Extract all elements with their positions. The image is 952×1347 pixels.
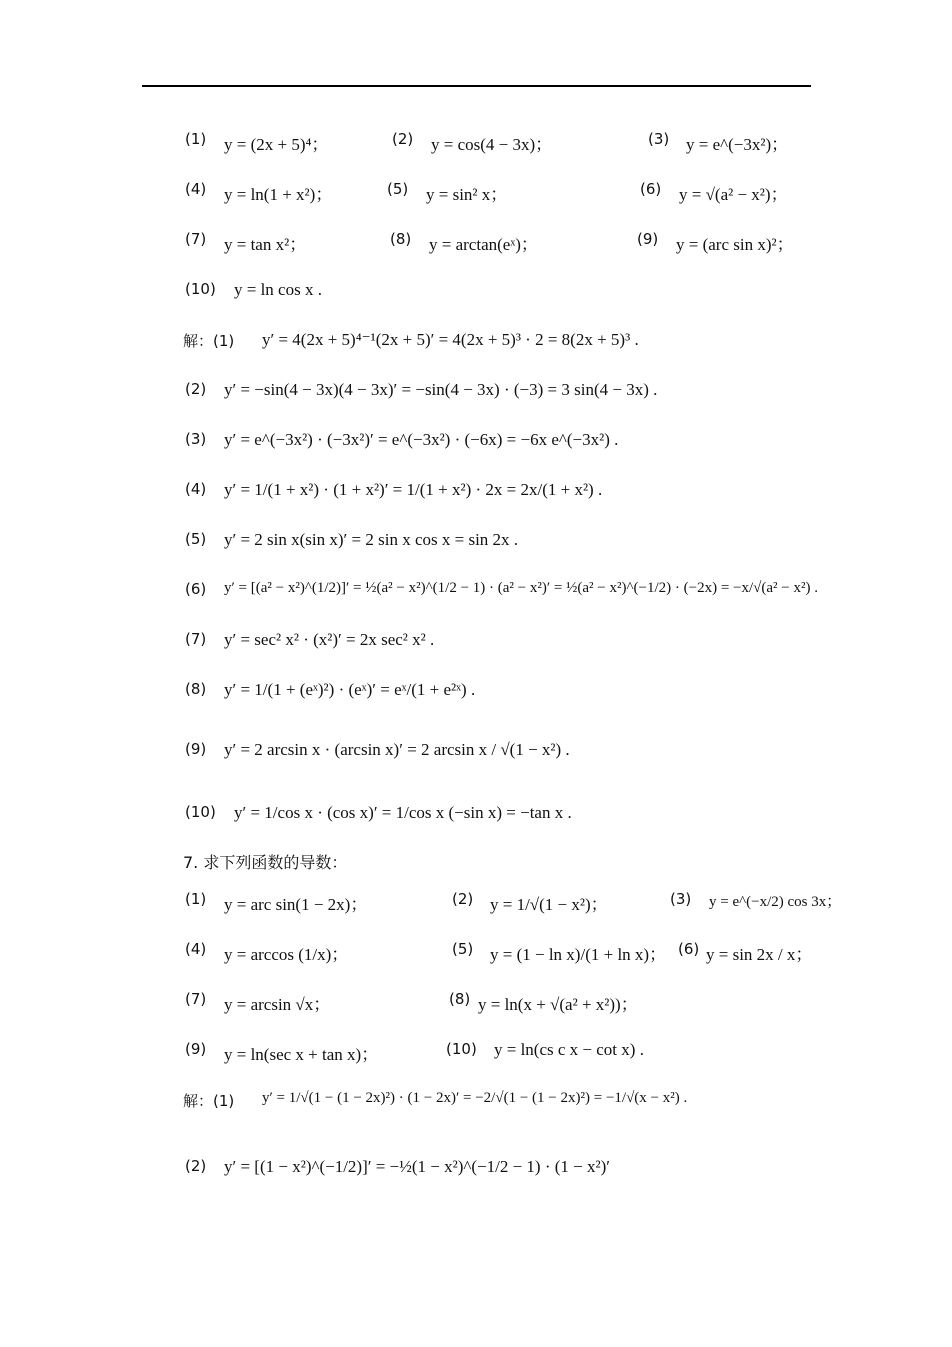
formula: y′ = [(a² − x²)^(1/2)]′ = ½(a² − x²)^(1/2 − 1) · (a² − x²)′ = ½(a² − x²)^(−1/2) · (−2x) = −x/√(a² − x²) . — [224, 580, 818, 596]
item-number: (10) — [185, 280, 216, 298]
formula: y = e^(−x/2) cos 3x； — [709, 894, 842, 910]
item-number: (3) — [185, 430, 207, 448]
formula: y = cos(4 − 3x)； — [431, 135, 553, 154]
item-number: (4) — [185, 180, 207, 198]
item-number: (9) — [185, 1040, 207, 1058]
item-number: (7) — [185, 990, 207, 1008]
formula: y = arccos (1/x)； — [224, 945, 349, 964]
item-number: (4) — [185, 940, 207, 958]
formula: y′ = 2 sin x(sin x)′ = 2 sin x cos x = sin 2x . — [224, 530, 519, 549]
formula: y = ln(x + √(a² + x²))； — [478, 995, 638, 1014]
item-number: (6) — [640, 180, 662, 198]
item-number: (8) — [390, 230, 412, 248]
formula: y = tan x²； — [224, 235, 307, 254]
formula: y = sin² x； — [426, 185, 508, 204]
item-number: (10) — [185, 803, 216, 821]
item-number: (2) — [185, 1157, 207, 1175]
item-number: (3) — [648, 130, 670, 148]
formula: y = ln(sec x + tan x)； — [224, 1045, 379, 1064]
formula: y = (arc sin x)²； — [676, 235, 794, 254]
formula: y′ = 2 arcsin x · (arcsin x)′ = 2 arcsin x / √(1 − x²) . — [224, 740, 570, 759]
item-number: (6) — [678, 940, 700, 958]
item-number: (10) — [446, 1040, 477, 1058]
formula: y′ = e^(−3x²) · (−3x²)′ = e^(−3x²) · (−6x) = −6x e^(−3x²) . — [224, 430, 619, 449]
formula: y = (1 − ln x)/(1 + ln x)； — [490, 945, 667, 964]
item-number: (4) — [185, 480, 207, 498]
item-number: 解：(1) — [183, 1092, 235, 1110]
header-rule — [142, 85, 811, 87]
item-number: (2) — [392, 130, 414, 148]
formula: y = 1/√(1 − x²)； — [490, 895, 608, 914]
formula: y′ = 1/√(1 − (1 − 2x)²) · (1 − 2x)′ = −2/√(1 − (1 − 2x)²) = −1/√(x − x²) . — [262, 1090, 688, 1106]
formula: y′ = 4(2x + 5)⁴⁻¹(2x + 5)′ = 4(2x + 5)³ · 2 = 8(2x + 5)³ . — [262, 330, 639, 349]
item-number: (7) — [185, 230, 207, 248]
formula: y = arctan(eˣ)； — [429, 235, 538, 254]
formula: y = ln cos x . — [234, 280, 322, 299]
section-title: 7. 求下列函数的导数： — [183, 853, 348, 872]
item-number: (6) — [185, 580, 207, 598]
formula: y′ = 1/(1 + (eˣ)²) · (eˣ)′ = eˣ/(1 + e²ˣ) . — [224, 680, 476, 699]
formula: y′ = −sin(4 − 3x)(4 − 3x)′ = −sin(4 − 3x) · (−3) = 3 sin(4 − 3x) . — [224, 380, 658, 399]
item-number: (1) — [185, 890, 207, 908]
formula: y = ln(1 + x²)； — [224, 185, 333, 204]
item-number: (5) — [452, 940, 474, 958]
item-number: (3) — [670, 890, 692, 908]
formula: y = sin 2x / x； — [706, 945, 813, 964]
item-number: (8) — [449, 990, 471, 1008]
formula: y′ = sec² x² · (x²)′ = 2x sec² x² . — [224, 630, 435, 649]
item-number: (9) — [637, 230, 659, 248]
item-number: (8) — [185, 680, 207, 698]
formula: y′ = 1/cos x · (cos x)′ = 1/cos x (−sin x) = −tan x . — [234, 803, 572, 822]
formula: y′ = 1/(1 + x²) · (1 + x²)′ = 1/(1 + x²) · 2x = 2x/(1 + x²) . — [224, 480, 603, 499]
formula: y = arcsin √x； — [224, 995, 331, 1014]
formula: y = ln(cs c x − cot x) . — [494, 1040, 644, 1059]
formula: y = arc sin(1 − 2x)； — [224, 895, 368, 914]
item-number: (9) — [185, 740, 207, 758]
formula: y′ = [(1 − x²)^(−1/2)]′ = −½(1 − x²)^(−1/2 − 1) · (1 − x²)′ — [224, 1157, 610, 1176]
item-number: (2) — [185, 380, 207, 398]
item-number: (5) — [185, 530, 207, 548]
item-number: (5) — [387, 180, 409, 198]
item-number: (1) — [185, 130, 207, 148]
formula: y = √(a² − x²)； — [679, 185, 788, 204]
item-number: (7) — [185, 630, 207, 648]
formula: y = e^(−3x²)； — [686, 135, 789, 154]
item-number: 解：(1) — [183, 332, 235, 350]
formula: y = (2x + 5)⁴； — [224, 135, 329, 154]
item-number: (2) — [452, 890, 474, 908]
